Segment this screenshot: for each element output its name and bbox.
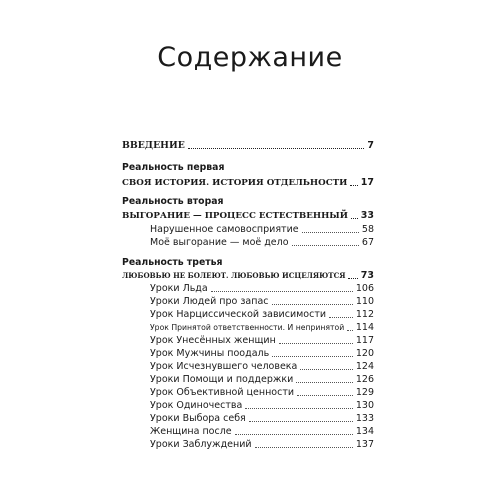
toc-entry-label: Уроки Льда xyxy=(150,283,208,294)
toc-entry-page: 137 xyxy=(355,439,374,450)
toc-chapter xyxy=(122,176,374,189)
toc-entry-label: Урок Нарциссической зависимости xyxy=(150,309,327,320)
toc-entry xyxy=(150,347,374,360)
toc-entry-page: 126 xyxy=(355,374,374,385)
toc-entry-label: ВВЕДЕНИЕ xyxy=(122,140,185,151)
toc-entry xyxy=(150,321,374,334)
toc-entry-label: Моё выгорание — моё дело xyxy=(150,237,289,248)
dot-leader xyxy=(300,368,352,370)
dot-leader xyxy=(347,329,353,331)
toc-entry-page: 7 xyxy=(367,140,374,151)
dot-leader xyxy=(297,394,353,396)
toc-entry-page: 110 xyxy=(355,296,374,307)
toc-entry-label: Женщина после xyxy=(150,426,232,437)
toc-entry-page: 58 xyxy=(361,224,374,235)
toc-entry-label: Нарушенное самовосприятие xyxy=(150,224,299,235)
toc-entry-label: Урок Объективной ценности xyxy=(150,387,295,398)
toc-chapter-page: 73 xyxy=(360,270,374,281)
dot-leader xyxy=(351,217,358,219)
toc-chapter xyxy=(122,269,374,282)
toc-entry xyxy=(150,308,374,321)
dot-leader xyxy=(329,316,353,318)
toc-entry xyxy=(150,223,374,236)
part-heading: Реальность вторая xyxy=(122,196,224,207)
toc-entry xyxy=(150,360,374,373)
toc-entry-label: Уроки Людей про запас xyxy=(150,296,269,307)
dot-leader xyxy=(279,342,353,344)
toc-entry-label: Урок Унесённых женщин xyxy=(150,335,276,346)
toc-entry xyxy=(150,295,374,308)
toc-entry xyxy=(150,438,374,451)
dot-leader xyxy=(245,407,353,409)
toc-entry-page: 67 xyxy=(361,237,374,248)
toc-entry-label: Уроки Заблуждений xyxy=(150,439,252,450)
part-heading: Реальность первая xyxy=(122,162,225,173)
toc-entry-intro xyxy=(122,139,374,152)
dot-leader xyxy=(255,446,353,448)
toc-entry-label: Урок Исчезнувшего человека xyxy=(150,361,298,372)
dot-leader xyxy=(188,147,365,149)
toc-entry xyxy=(150,412,374,425)
dot-leader xyxy=(235,433,353,435)
toc-entry xyxy=(150,399,374,412)
toc-entry xyxy=(150,334,374,347)
toc-entry-page: 130 xyxy=(355,400,374,411)
toc-entry xyxy=(150,282,374,295)
dot-leader xyxy=(272,355,353,357)
toc-chapter-page: 33 xyxy=(360,210,374,221)
dot-leader xyxy=(292,244,359,246)
toc-chapter-label: СВОЯ ИСТОРИЯ. ИСТОРИЯ ОТДЕЛЬНОСТИ xyxy=(122,178,348,188)
toc-entry-page: 114 xyxy=(355,322,374,333)
dot-leader xyxy=(348,277,357,279)
toc-entry-page: 134 xyxy=(355,426,374,437)
toc-entry-page: 133 xyxy=(355,413,374,424)
toc-entry-label: Уроки Помощи и поддержки xyxy=(150,374,294,385)
dot-leader xyxy=(302,231,359,233)
toc-chapter-page: 17 xyxy=(360,177,374,188)
toc-entry-page: 112 xyxy=(355,309,374,320)
toc-entry-label: Уроки Выбора себя xyxy=(150,413,246,424)
toc-chapter xyxy=(122,209,374,222)
part-heading: Реальность третья xyxy=(122,257,223,268)
toc-entry-page: 117 xyxy=(355,335,374,346)
toc-chapter-label: ЛЮБОВЬЮ НЕ БОЛЕЮТ. ЛЮБОВЬЮ ИСЦЕЛЯЮТСЯ xyxy=(122,271,346,280)
page-title: Содержание xyxy=(157,42,343,73)
dot-leader xyxy=(296,381,353,383)
toc-entry xyxy=(150,425,374,438)
toc-entry xyxy=(150,373,374,386)
toc-entry-page: 129 xyxy=(355,387,374,398)
toc-entry xyxy=(150,236,374,249)
toc-entry xyxy=(150,386,374,399)
toc-entry-label: Урок Принятой ответственности. И непринятой xyxy=(150,323,345,332)
dot-leader xyxy=(350,184,357,186)
toc-chapter-label: ВЫГОРАНИЕ — ПРОЦЕСС ЕСТЕСТВЕННЫЙ xyxy=(122,211,348,221)
dot-leader xyxy=(272,303,353,305)
toc-entry-page: 106 xyxy=(355,283,374,294)
toc-entry-label: Урок Одиночества xyxy=(150,400,243,411)
toc-entry-label: Урок Мужчины поодаль xyxy=(150,348,270,359)
dot-leader xyxy=(249,420,353,422)
toc-entry-page: 124 xyxy=(355,361,374,372)
dot-leader xyxy=(211,290,353,292)
toc-entry-page: 120 xyxy=(355,348,374,359)
